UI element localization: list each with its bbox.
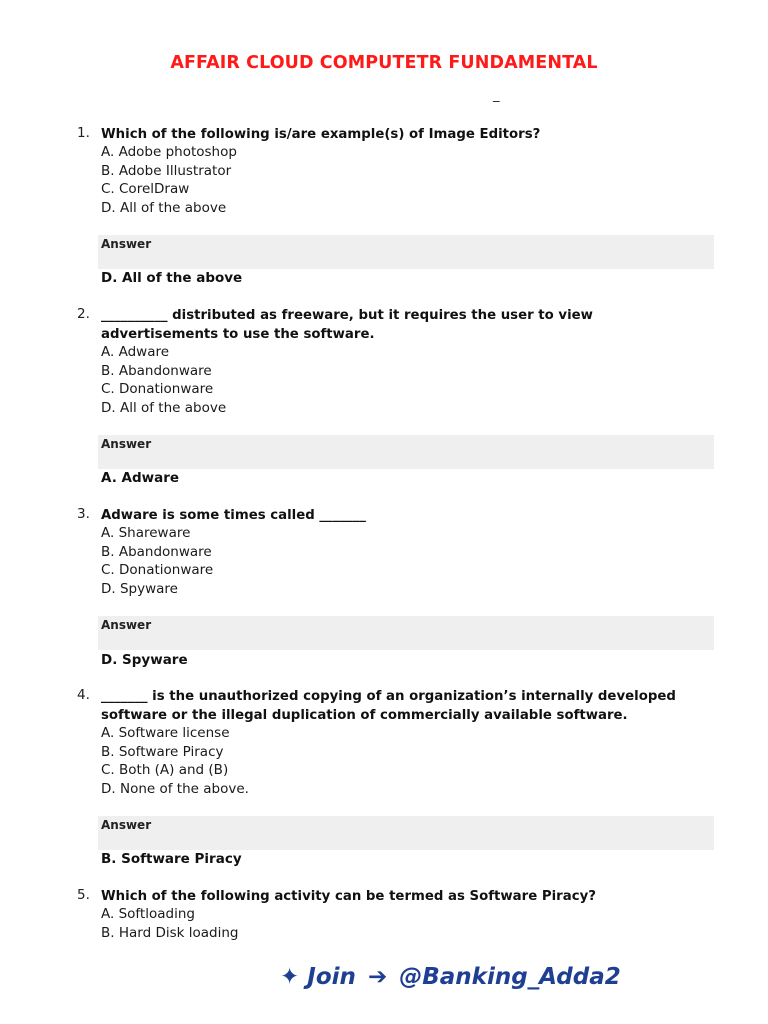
answer-value: B. Software Piracy (101, 851, 242, 867)
option-list (101, 724, 249, 798)
document-title: AFFAIR CLOUD COMPUTETR FUNDAMENTAL (170, 53, 598, 73)
option-item: B. Software Piracy (101, 743, 224, 760)
answer-value: D. All of the above (101, 270, 243, 286)
title-dash: _ (493, 88, 500, 103)
question-text: Adware is some times called _______ (101, 508, 366, 523)
option-item: C. Donationware (101, 381, 214, 398)
question-number: 5. (77, 887, 90, 903)
question-text: __________ distributed as freeware, but it requires the user to view advertisements to use the software. (101, 308, 593, 342)
footer-handle-link[interactable]: @Banking_Adda2 (399, 964, 621, 990)
option-list (101, 143, 237, 217)
arrow-right-icon: ➔ (367, 964, 388, 990)
option-item: A. Adobe photoshop (101, 144, 237, 160)
answer-box (98, 816, 714, 850)
option-item: C. CorelDraw (101, 181, 190, 198)
question-text: Which of the following activity can be termed as Software Piracy? (101, 889, 596, 904)
option-list (101, 343, 226, 417)
footer-join-banner[interactable] (280, 964, 621, 990)
option-item: D. All of the above (101, 399, 227, 416)
answer-value: D. Spyware (101, 652, 188, 668)
option-item: D. None of the above. (101, 780, 249, 797)
answer-value: A. Adware (101, 470, 180, 486)
question-number: 4. (77, 687, 90, 703)
question-text: Which of the following is/are example(s) of Image Editors? (101, 127, 541, 142)
option-list (101, 524, 213, 598)
option-item: C. Both (A) and (B) (101, 762, 229, 779)
star-icon: ✦ (280, 964, 300, 990)
option-item: B. Abandonware (101, 543, 212, 560)
answer-label: Answer (101, 618, 152, 632)
question-text: _______ is the unauthorized copying of an organization’s internally developed software or the illegal duplication of commercially available software. (101, 689, 676, 723)
answer-label: Answer (101, 237, 152, 251)
option-item: A. Softloading (101, 906, 195, 922)
answer-label: Answer (101, 437, 152, 451)
question-number: 1. (77, 125, 90, 141)
option-item: B. Hard Disk loading (101, 924, 239, 941)
answer-box (98, 235, 714, 269)
option-item: A. Adware (101, 344, 170, 360)
option-item: D. All of the above (101, 199, 227, 216)
answer-box (98, 435, 714, 469)
option-item: A. Software license (101, 725, 230, 741)
option-list (101, 905, 238, 942)
option-item: B. Abandonware (101, 362, 212, 379)
footer-join-label: Join (307, 964, 356, 990)
option-item: C. Donationware (101, 562, 214, 579)
question-number: 3. (77, 506, 90, 522)
answer-label: Answer (101, 818, 152, 832)
answer-box (98, 616, 714, 650)
option-item: D. Spyware (101, 580, 178, 597)
option-item: A. Shareware (101, 525, 191, 541)
option-item: B. Adobe Illustrator (101, 162, 232, 179)
question-number: 2. (77, 306, 90, 322)
